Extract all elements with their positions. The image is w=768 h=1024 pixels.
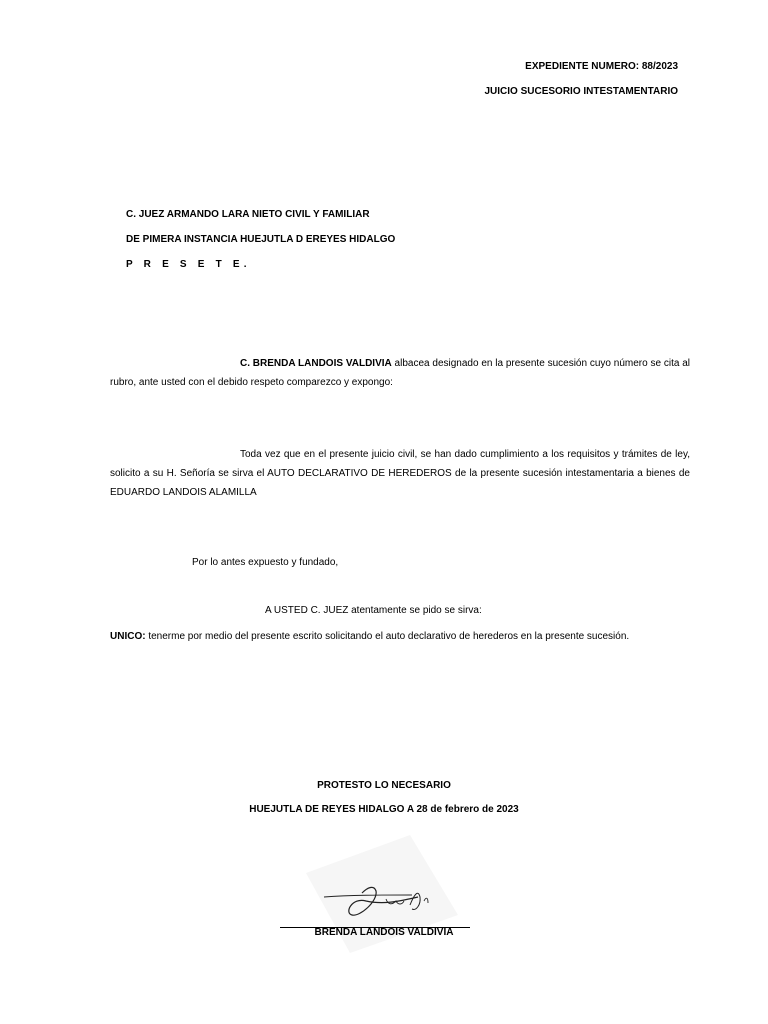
addressee-presente: P R E S E T E. (126, 259, 251, 270)
intro-paragraph (110, 354, 690, 392)
intro-name: C. BRENDA LANDOIS VALDIVIA (240, 358, 392, 369)
protesto-line: PROTESTO LO NECESARIO (317, 780, 451, 791)
addressee-line-2: DE PIMERA INSTANCIA HUEJUTLA D EREYES HIDALGO (126, 234, 396, 245)
unico-text: tenerme por medio del presente escrito solicitando el auto declarativo de herederos en la presente sucesión. (145, 631, 630, 642)
unico-label: UNICO: (110, 631, 146, 642)
request-line: A USTED C. JUEZ atentamente se pido se sirva: (265, 605, 482, 616)
case-type: JUICIO SUCESORIO INTESTAMENTARIO (484, 86, 678, 97)
case-number: EXPEDIENTE NUMERO: 88/2023 (525, 61, 678, 72)
body-paragraph: Toda vez que en el presente juicio civil, se han dado cumplimiento a los requisitos y trámites de ley, solicito a su H. Señoría se sirva el AUTO DECLARATIVO DE HEREDEROS de la presente sucesión intestamentaria a bienes de EDUARDO LANDOIS ALAMILLA (110, 449, 690, 498)
signer-name: BRENDA LANDOIS VALDIVIA (314, 927, 454, 938)
place-date-line: HUEJUTLA DE REYES HIDALGO A 28 de febrero de 2023 (249, 804, 519, 815)
expuesto-line: Por lo antes expuesto y fundado, (192, 557, 339, 568)
intro-text: albacea designado en la presente sucesión cuyo número se cita al rubro, ante usted con el debido respeto comparezco y expongo: (110, 358, 691, 388)
addressee-line-1: C. JUEZ ARMANDO LARA NIETO CIVIL Y FAMILIAR (126, 209, 370, 220)
unico-paragraph (110, 631, 710, 642)
